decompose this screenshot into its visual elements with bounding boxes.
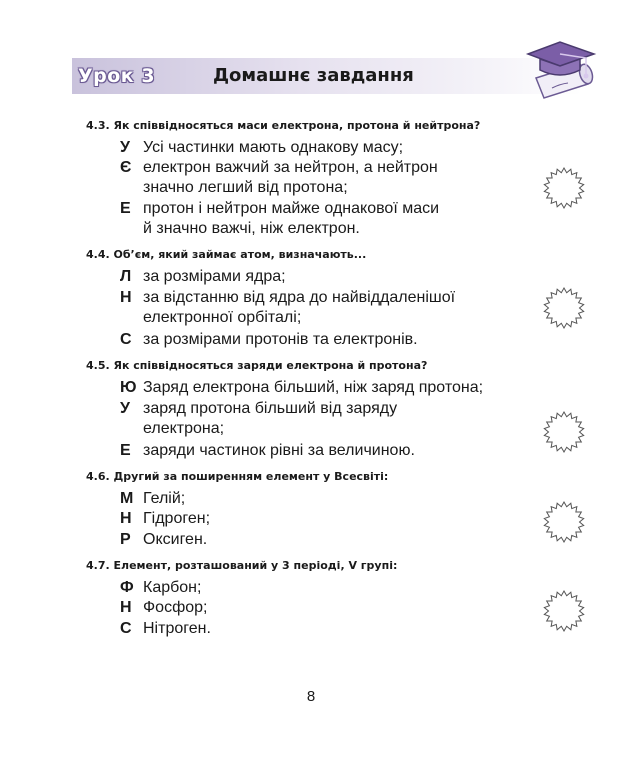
- option-m: [120, 489, 185, 509]
- option-text: заряд протона більший від заряду: [143, 400, 398, 417]
- star-outline-icon: [542, 589, 586, 633]
- option-text: Карбон;: [143, 579, 202, 596]
- option-l: [120, 267, 286, 287]
- option-text: Фосфор;: [143, 599, 208, 616]
- option-letter: Є: [120, 159, 132, 176]
- option-text: Гідроген;: [143, 510, 211, 527]
- option-f: [120, 578, 201, 598]
- question-4-4: 4.4. Об’єм, який займає атом, визначають...: [86, 248, 367, 261]
- option-letter: Л: [120, 268, 132, 285]
- option-s: [120, 330, 418, 350]
- option-e: [120, 199, 439, 219]
- option-yu: [120, 378, 483, 398]
- option-letter: Н: [120, 289, 132, 306]
- option-text: електронної орбіталі;: [143, 309, 302, 326]
- question-4-5: 4.5. Як співвідносяться заряди електрона й протона?: [86, 359, 428, 372]
- option-text: Оксиген.: [143, 531, 208, 548]
- option-letter: Н: [120, 599, 132, 616]
- option-text: електрон важчий за нейтрон, а нейтрон: [143, 159, 438, 176]
- option-ye-cont: [120, 178, 348, 198]
- option-text: за розмірами протонів та електронів.: [143, 331, 418, 348]
- option-n: [120, 288, 455, 308]
- option-n2: [120, 509, 210, 529]
- option-e-cont: [120, 219, 360, 239]
- option-text: Заряд електрона більший, ніж заряд протона;: [143, 379, 484, 396]
- option-n3: [120, 598, 207, 618]
- option-letter: Н: [120, 510, 132, 527]
- lesson-label: Урок 3: [78, 65, 156, 87]
- page-number: 8: [306, 688, 316, 705]
- option-letter: Е: [120, 200, 131, 217]
- option-u: [120, 138, 403, 158]
- option-text: Нітроген.: [143, 620, 211, 637]
- option-s2: [120, 619, 211, 639]
- option-text: значно легший від протона;: [143, 179, 348, 196]
- option-text: й значно важчі, ніж електрон.: [143, 220, 360, 237]
- option-text: заряди частинок рівні за величиною.: [143, 442, 415, 459]
- star-outline-icon: [542, 410, 586, 454]
- page-title: Домашнє завдання: [213, 65, 414, 86]
- option-letter: Е: [120, 442, 131, 459]
- option-e2: [120, 441, 415, 461]
- option-text: Гелій;: [143, 490, 186, 507]
- question-4-6: 4.6. Другий за поширенням елемент у Всесвіті:: [86, 470, 389, 483]
- option-text: електрона;: [143, 420, 225, 437]
- option-text: за розмірами ядра;: [143, 268, 286, 285]
- option-letter: Ф: [120, 579, 134, 596]
- option-text: за відстанню від ядра до найвіддаленішої: [143, 289, 456, 306]
- option-letter: С: [120, 620, 132, 637]
- option-letter: Ю: [120, 379, 137, 396]
- star-outline-icon: [542, 500, 586, 544]
- option-text: Усі частинки мають однакову масу;: [143, 139, 404, 156]
- option-letter: У: [120, 139, 130, 156]
- option-u2-cont: [120, 419, 224, 439]
- option-letter: М: [120, 490, 134, 507]
- question-4-7: 4.7. Елемент, розташований у 3 періоді, V групі:: [86, 559, 398, 572]
- star-outline-icon: [542, 166, 586, 210]
- question-4-3: 4.3. Як співвідносяться маси електрона, протона й нейтрона?: [86, 119, 481, 132]
- option-ye: [120, 158, 438, 178]
- option-letter: С: [120, 331, 132, 348]
- option-n-cont: [120, 308, 301, 328]
- option-letter: У: [120, 400, 130, 417]
- option-u2: [120, 399, 397, 419]
- graduation-cap-with-diploma-icon: [522, 34, 598, 104]
- option-text: протон і нейтрон майже однакової маси: [143, 200, 440, 217]
- option-letter: Р: [120, 531, 131, 548]
- star-outline-icon: [542, 286, 586, 330]
- option-r: [120, 530, 207, 550]
